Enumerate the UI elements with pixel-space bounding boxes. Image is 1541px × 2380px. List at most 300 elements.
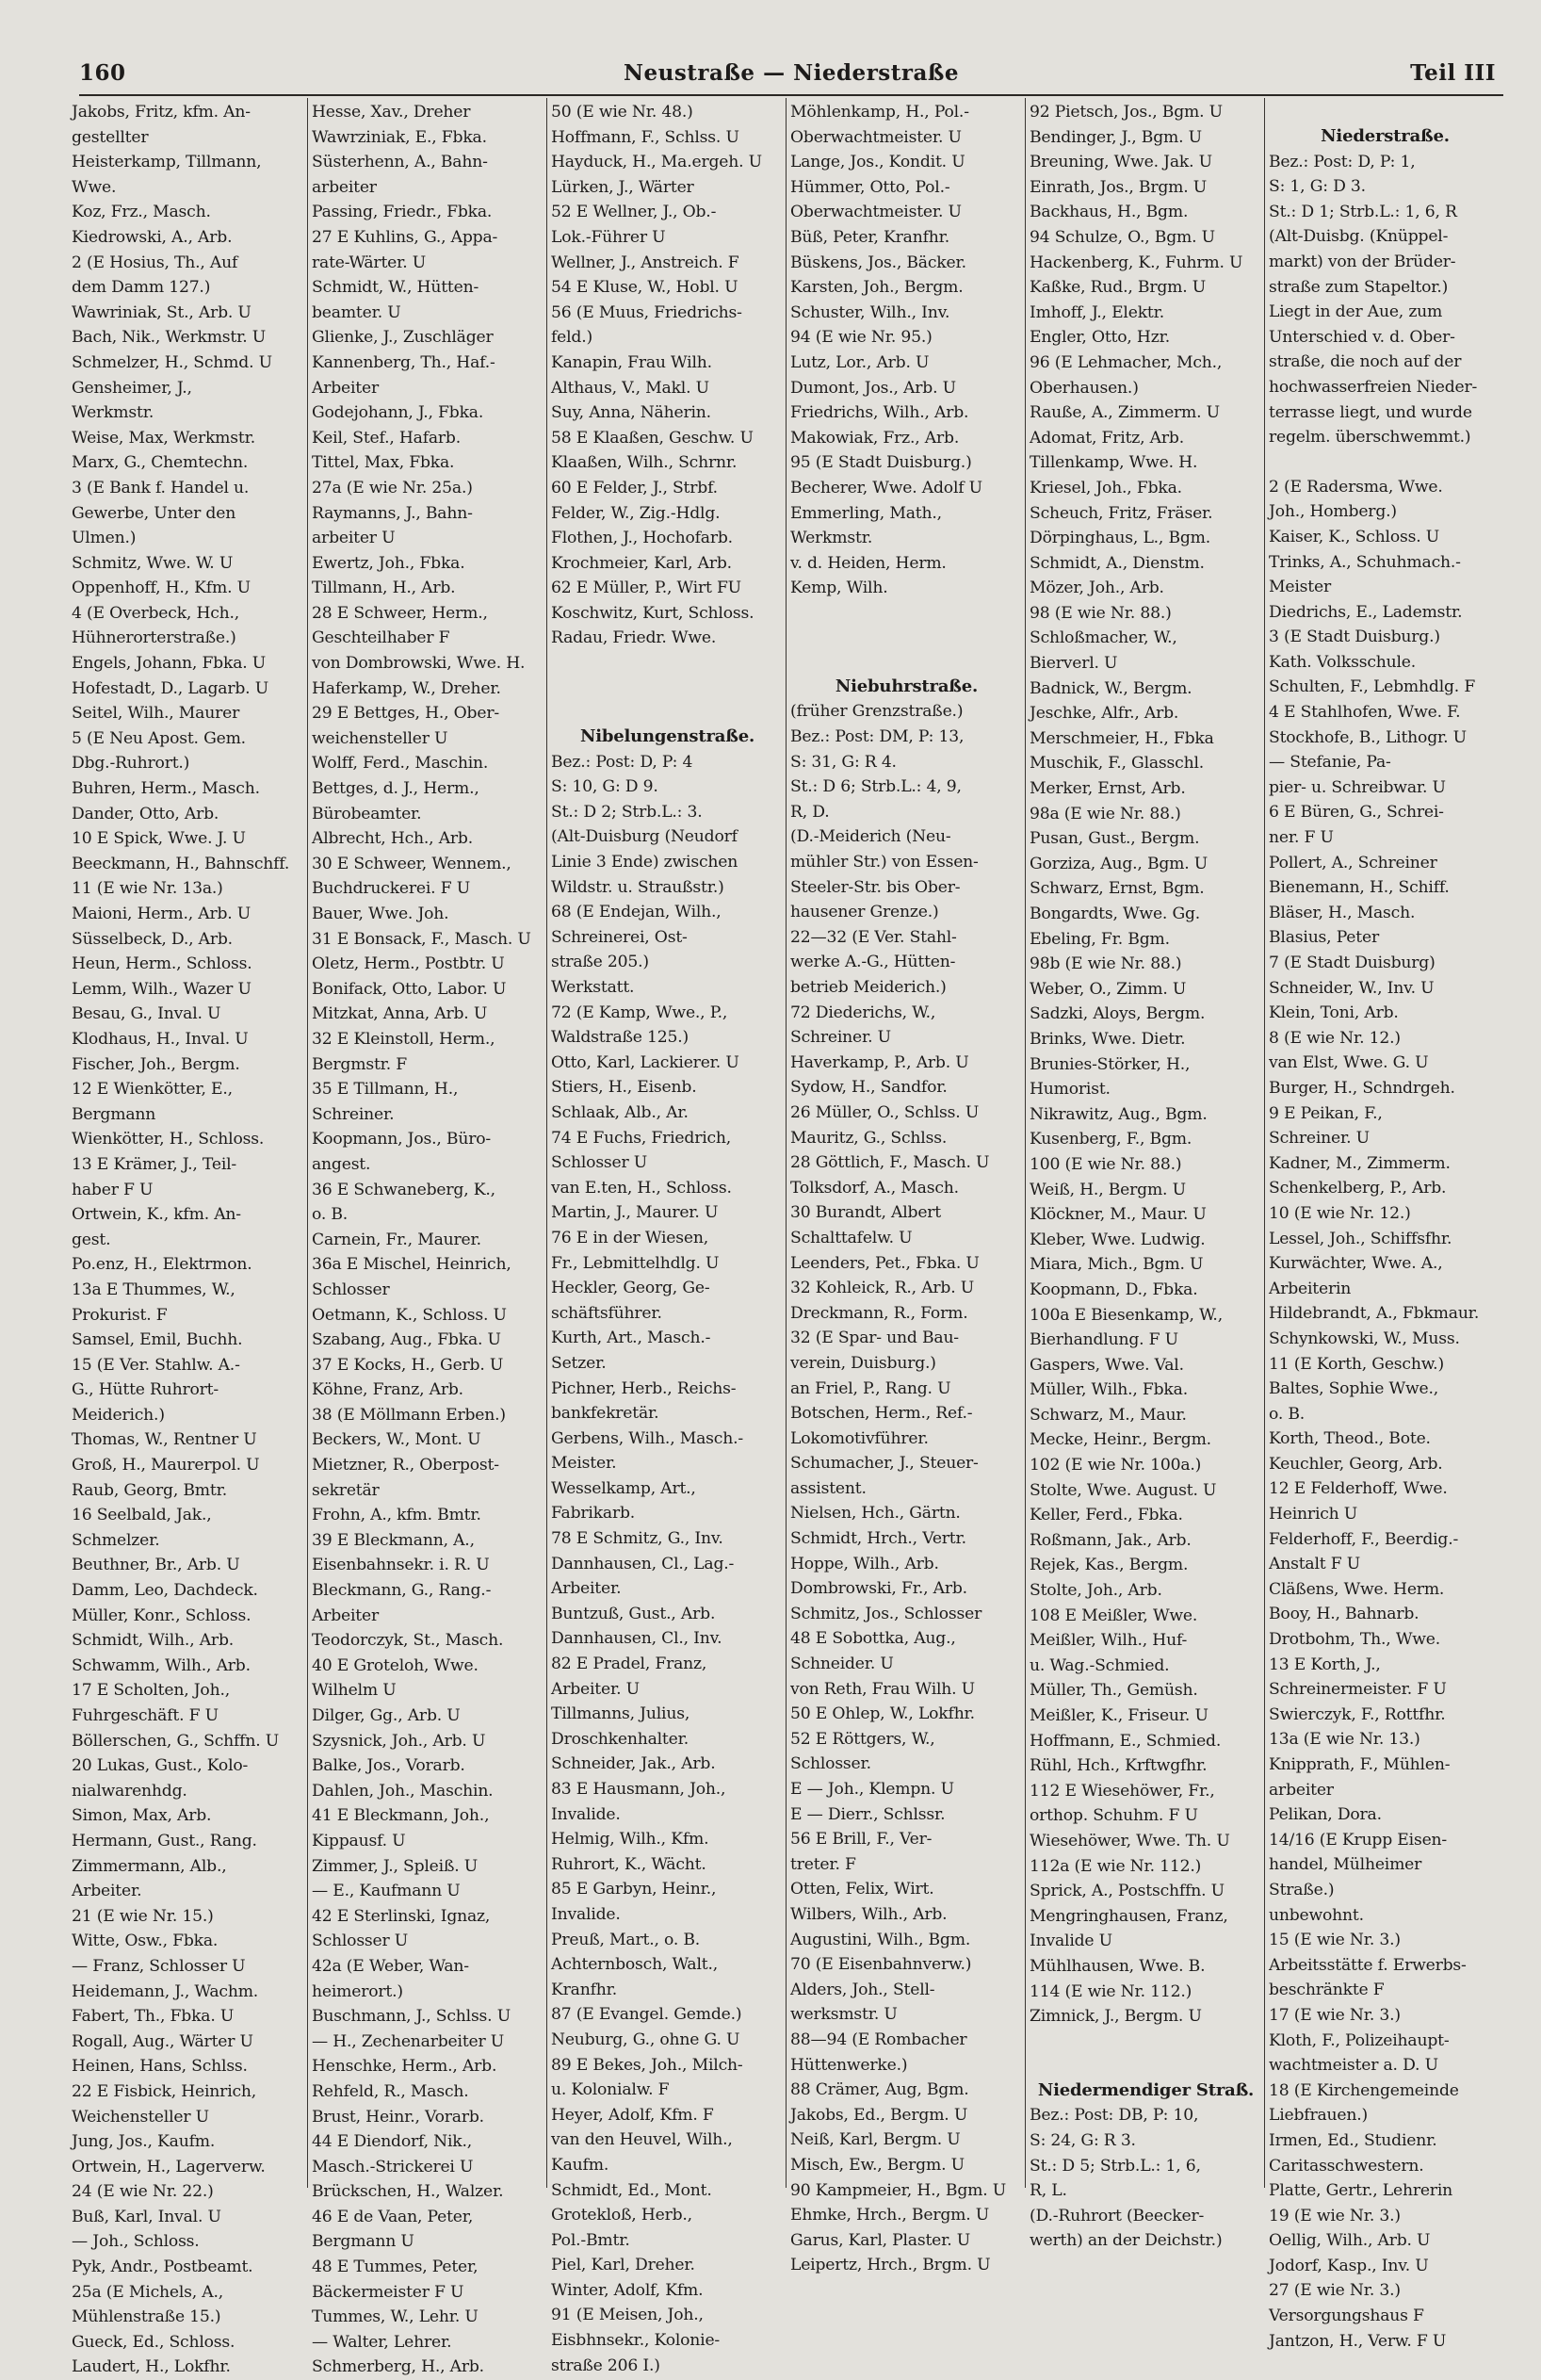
- directory-entry: Rühl, Hch., Krftwgfhr.: [1030, 1756, 1208, 1776]
- directory-entry: gest.: [72, 1230, 111, 1249]
- directory-entry: Dilger, Gg., Arb. U: [312, 1706, 461, 1725]
- directory-entry: Buschmann, J., Schlss. U: [312, 2007, 511, 2027]
- directory-entry: Irmen, Ed., Studienr.: [1269, 2130, 1437, 2150]
- directory-entry: Caritasschwestern.: [1269, 2156, 1424, 2176]
- directory-entry: 85 E Garbyn, Heinr.,: [551, 1880, 717, 1899]
- directory-entry: R, D.: [790, 802, 830, 822]
- directory-columns: [68, 98, 1503, 2377]
- directory-entry: Jakobs, Ed., Bergm. U: [790, 2105, 968, 2125]
- directory-entry: Miara, Mich., Bgm. U: [1030, 1255, 1204, 1275]
- directory-entry: Weise, Max, Werkmstr.: [72, 428, 255, 448]
- directory-entry: Mühlhausen, Wwe. B.: [1030, 1956, 1206, 1976]
- directory-entry: Heckler, Georg, Ge-: [551, 1279, 710, 1298]
- directory-entry: Kaufm.: [551, 2155, 609, 2175]
- directory-entry: Augustini, Wilh., Bgm.: [790, 1930, 971, 1949]
- directory-entry: 72 Diederichs, W.,: [790, 1003, 936, 1022]
- directory-entry: Albrecht, Hch., Arb.: [312, 829, 473, 849]
- directory-entry: 108 E Meißler, Wwe.: [1030, 1606, 1198, 1625]
- directory-entry: Schwarz, M., Maur.: [1030, 1405, 1187, 1425]
- directory-entry: Bläser, H., Masch.: [1269, 903, 1416, 922]
- directory-entry: 42a (E Weber, Wan-: [312, 1956, 469, 1976]
- directory-entry: Thomas, W., Rentner U: [72, 1430, 257, 1450]
- directory-entry: Bergmstr. F: [312, 1054, 408, 1074]
- directory-entry: Meister.: [551, 1454, 617, 1474]
- directory-entry: Kanapin, Frau Wilh.: [551, 352, 712, 372]
- directory-entry: Klaaßen, Wilh., Schrnr.: [551, 453, 738, 473]
- directory-entry: Oberwachtmeister. U: [790, 203, 962, 222]
- directory-entry: Schreiner. U: [790, 1028, 891, 1048]
- directory-entry: 18 (E Kirchengemeinde: [1269, 2080, 1459, 2100]
- directory-entry: Oetmann, K., Schloss. U: [312, 1305, 507, 1325]
- directory-entry: hausener Grenze.): [790, 903, 939, 922]
- page-header: [79, 57, 1503, 96]
- directory-entry: Wwe.: [72, 177, 117, 197]
- directory-entry: Heinen, Hans, Schlss.: [72, 2057, 248, 2077]
- directory-entry: 11 (E Korth, Geschw.): [1269, 1354, 1444, 1374]
- directory-entry: Wilbers, Wilh., Arb.: [790, 1904, 948, 1924]
- directory-entry: Adomat, Fritz, Arb.: [1030, 428, 1184, 448]
- directory-entry: 76 E in der Wiesen,: [551, 1228, 708, 1247]
- directory-entry: o. B.: [1269, 1404, 1306, 1424]
- directory-entry: van den Heuvel, Wilh.,: [551, 2130, 733, 2150]
- directory-entry: Teodorczyk, St., Masch.: [312, 1631, 504, 1651]
- directory-entry: 15 (E Ver. Stahlw. A.-: [72, 1355, 240, 1375]
- directory-entry: arbeiter: [312, 177, 377, 197]
- directory-entry: Schloßmacher, W.,: [1030, 628, 1177, 648]
- directory-entry: Bierhandlung. F U: [1030, 1330, 1178, 1350]
- directory-entry: 15 (E wie Nr. 3.): [1269, 1931, 1401, 1950]
- directory-entry: Kiedrowski, A., Arb.: [72, 227, 233, 247]
- directory-entry: terrasse liegt, und wurde: [1269, 402, 1472, 422]
- directory-entry: 41 E Bleckmann, Joh.,: [312, 1806, 490, 1826]
- directory-entry: Eisenbahnsekr. i. R. U: [312, 1556, 490, 1575]
- directory-entry: Kath. Volksschule.: [1269, 652, 1417, 672]
- directory-entry: 27 (E wie Nr. 3.): [1269, 2281, 1401, 2301]
- directory-entry: 37 E Kocks, H., Gerb. U: [312, 1355, 504, 1375]
- directory-entry: 21 (E wie Nr. 15.): [72, 1906, 214, 1926]
- directory-entry: Schmidt, Hrch., Vertr.: [790, 1529, 966, 1549]
- directory-entry: Oberhausen.): [1030, 378, 1139, 398]
- directory-entry: Süsselbeck, D., Arb.: [72, 929, 233, 949]
- directory-entry: Sprick, A., Postschffn. U: [1030, 1882, 1225, 1901]
- directory-entry: E — Joh., Klempn. U: [790, 1780, 954, 1799]
- directory-entry: feld.): [551, 328, 593, 348]
- directory-entry: Schmidt, Wilh., Arb.: [72, 1631, 235, 1651]
- directory-entry: Fabrikarb.: [551, 1504, 636, 1524]
- directory-entry: Jung, Jos., Kaufm.: [72, 2132, 216, 2152]
- directory-entry: Mühlenstraße 15.): [72, 2307, 221, 2327]
- directory-entry: 4 E Stahlhofen, Wwe. F.: [1269, 703, 1461, 723]
- directory-entry: Dombrowski, Fr., Arb.: [790, 1579, 967, 1599]
- directory-entry: Suy, Anna, Näherin.: [551, 403, 711, 423]
- directory-entry: Ortwein, H., Lagerverw.: [72, 2157, 266, 2176]
- directory-entry: 6 E Büren, G., Schrei-: [1269, 803, 1444, 823]
- directory-entry: Anstalt F U: [1269, 1555, 1360, 1574]
- spacer: [551, 676, 784, 700]
- directory-entry: pier- u. Schreibwar. U: [1269, 777, 1446, 797]
- directory-entry: 68 (E Endejan, Wilh.,: [551, 903, 722, 922]
- directory-entry: Pichner, Herb., Reichs-: [551, 1378, 737, 1398]
- directory-entry: Kranfhr.: [551, 1980, 617, 1999]
- directory-entry: Brinks, Wwe. Dietr.: [1030, 1029, 1186, 1049]
- directory-entry: Bez.: Post: D, P: 4: [551, 752, 693, 772]
- directory-entry: 48 E Tummes, Peter,: [312, 2258, 479, 2277]
- directory-entry: Garus, Karl, Plaster. U: [790, 2230, 971, 2250]
- directory-entry: Brust, Heinr., Vorarb.: [312, 2107, 484, 2127]
- directory-entry: Arbeiter: [312, 1606, 379, 1625]
- directory-entry: 27 E Kuhlins, G., Appa-: [312, 227, 498, 247]
- directory-entry: mühler Str.) von Essen-: [790, 853, 979, 872]
- directory-entry: Flothen, J., Hochofarb.: [551, 529, 733, 548]
- directory-entry: Zimmermann, Alb.,: [72, 1856, 227, 1876]
- directory-entry: Rehfeld, R., Masch.: [312, 2081, 469, 2101]
- directory-entry: u. Kolonialw. F: [551, 2080, 670, 2100]
- directory-entry: Haferkamp, W., Dreher.: [312, 678, 501, 698]
- directory-entry: Weichensteller U: [72, 2107, 209, 2127]
- directory-entry: Invalide.: [551, 1804, 621, 1824]
- directory-entry: Lokomotivführer.: [790, 1428, 929, 1448]
- directory-entry: Hofestadt, D., Lagarb. U: [72, 678, 268, 698]
- directory-entry: 94 (E wie Nr. 95.): [790, 328, 933, 348]
- directory-entry: Schlosser: [312, 1280, 390, 1299]
- directory-entry: betrieb Meiderich.): [790, 978, 947, 997]
- directory-entry: Büß, Peter, Kranfhr.: [790, 227, 949, 247]
- directory-entry: 46 E de Vaan, Peter,: [312, 2207, 474, 2226]
- directory-entry: Wawriniak, St., Arb. U: [72, 302, 251, 322]
- directory-entry: 3 (E Bank f. Handel u.: [72, 478, 250, 497]
- directory-entry: Winter, Adolf, Kfm.: [551, 2280, 704, 2300]
- directory-entry: Engler, Otto, Hzr.: [1030, 328, 1170, 348]
- street-heading: Niedermendiger Straß.: [1037, 2079, 1255, 2100]
- directory-entry: Schmidt, W., Hütten-: [312, 278, 479, 298]
- directory-entry: Schenkelberg, P., Arb.: [1269, 1179, 1447, 1198]
- directory-entry: Seitel, Wilh., Maurer: [72, 704, 240, 724]
- directory-entry: Schulten, F., Lebmhdlg. F: [1269, 677, 1476, 697]
- directory-entry: Backhaus, H., Bgm.: [1030, 203, 1189, 222]
- directory-entry: Pol.-Bmtr.: [551, 2230, 630, 2250]
- directory-entry: Hoppe, Wilh., Arb.: [790, 1554, 939, 1573]
- directory-entry: Weber, O., Zimm. U: [1030, 979, 1187, 999]
- directory-entry: sekretär: [312, 1480, 380, 1500]
- directory-entry: Werkstatt.: [551, 978, 635, 997]
- directory-entry: Schlosser U: [312, 1932, 409, 1951]
- directory-entry: 102 (E wie Nr. 100a.): [1030, 1456, 1202, 1475]
- directory-entry: (Alt-Duisbg. (Knüppel-: [1269, 227, 1449, 247]
- directory-entry: 88—94 (E Rombacher: [790, 2030, 967, 2049]
- directory-entry: Hayduck, H., Ma.ergeh. U: [551, 153, 762, 172]
- directory-entry: Heinrich U: [1269, 1505, 1358, 1524]
- directory-entry: Einrath, Jos., Brgm. U: [1030, 177, 1208, 197]
- directory-entry: Joh., Homberg.): [1269, 502, 1397, 522]
- directory-entry: 13a E Thummes, W.,: [72, 1280, 235, 1299]
- directory-entry: Jeschke, Alfr., Arb.: [1030, 704, 1179, 724]
- directory-entry: Mitzkat, Anna, Arb. U: [312, 1004, 488, 1024]
- directory-entry: 9 E Peikan, F.,: [1269, 1103, 1383, 1123]
- directory-entry: straße 206 I.): [551, 2356, 660, 2375]
- directory-entry: nialwarenhdg.: [72, 1781, 187, 1801]
- directory-entry: straße zum Stapeltor.): [1269, 277, 1449, 297]
- directory-entry: 60 E Felder, J., Strbf.: [551, 478, 718, 497]
- directory-entry: Brunies-Störker, H.,: [1030, 1054, 1191, 1074]
- directory-entry: — Joh., Schloss.: [72, 2232, 200, 2252]
- directory-entry: Swierczyk, F., Rottfhr.: [1269, 1704, 1446, 1724]
- directory-entry: Bach, Nik., Werkmstr. U: [72, 328, 267, 348]
- directory-entry: 112 E Wiesehöwer, Fr.,: [1030, 1781, 1215, 1801]
- directory-entry: Merker, Ernst, Arb.: [1030, 779, 1186, 799]
- directory-entry: orthop. Schuhm. F U: [1030, 1806, 1198, 1826]
- directory-entry: Damm, Leo, Dachdeck.: [72, 1581, 258, 1601]
- directory-entry: Werkmstr.: [790, 529, 873, 548]
- directory-entry: R, L.: [1030, 2181, 1067, 2201]
- directory-entry: regelm. überschwemmt.): [1269, 428, 1471, 448]
- directory-entry: Keil, Stef., Hafarb.: [312, 428, 461, 448]
- directory-entry: 30 Burandt, Albert: [790, 1203, 942, 1223]
- directory-entry: S: 10, G: D 9.: [551, 777, 658, 797]
- directory-entry: Nielsen, Hch., Gärtn.: [790, 1504, 961, 1524]
- directory-entry: — Walter, Lehrer.: [312, 2332, 452, 2352]
- directory-entry: Hüttenwerke.): [790, 2055, 908, 2075]
- directory-entry: Stockhofe, B., Lithogr. U: [1269, 727, 1467, 747]
- directory-entry: 2 (E Radersma, Wwe.: [1269, 477, 1443, 497]
- directory-entry: St.: D 1; Strb.L.: 1, 6, R: [1269, 202, 1457, 221]
- directory-entry: Bez.: Post: DB, P: 10,: [1030, 2106, 1199, 2126]
- directory-entry: werksmstr. U: [790, 2005, 898, 2025]
- directory-entry: 3 (E Stadt Duisburg.): [1269, 628, 1440, 647]
- directory-entry: Fuhrgeschäft. F U: [72, 1706, 219, 1725]
- directory-entry: Leipertz, Hrch., Brgm. U: [790, 2256, 991, 2275]
- directory-entry: Hermann, Gust., Rang.: [72, 1831, 257, 1850]
- directory-entry: Raub, Georg, Bmtr.: [72, 1480, 228, 1500]
- directory-entry: 98a (E wie Nr. 88.): [1030, 804, 1181, 823]
- directory-entry: Hildebrandt, A., Fbkmaur.: [1269, 1304, 1480, 1324]
- directory-entry: Felderhoff, F., Beerdig.-: [1269, 1529, 1459, 1549]
- directory-entry: rate-Wärter. U: [312, 253, 427, 272]
- directory-entry: Pollert, A., Schreiner: [1269, 853, 1437, 872]
- directory-entry: 26 Müller, O., Schlss. U: [790, 1102, 980, 1122]
- directory-entry: — Stefanie, Pa-: [1269, 753, 1391, 773]
- directory-entry: 13 E Korth, J.,: [1269, 1655, 1381, 1674]
- directory-entry: Wellner, J., Anstreich. F: [551, 253, 739, 272]
- directory-entry: Droschkenhalter.: [551, 1729, 689, 1749]
- directory-entry: Badnick, W., Bergm.: [1030, 678, 1192, 698]
- directory-entry: arbeiter: [1269, 1780, 1334, 1800]
- directory-entry: Gerbens, Wilh., Masch.-: [551, 1428, 743, 1448]
- directory-entry: Straße.): [1269, 1880, 1335, 1899]
- directory-entry: 48 E Sobottka, Aug.,: [790, 1629, 956, 1649]
- directory-entry: Diedrichs, E., Lademstr.: [1269, 602, 1463, 622]
- directory-entry: beschränkte F: [1269, 1981, 1385, 2000]
- column-4: [786, 98, 1025, 2275]
- directory-entry: van Elst, Wwe. G. U: [1269, 1053, 1429, 1073]
- directory-entry: Bierverl. U: [1030, 654, 1118, 674]
- directory-entry: Pyk, Andr., Postbeamt.: [72, 2258, 253, 2277]
- directory-entry: 95 (E Stadt Duisburg.): [790, 453, 972, 473]
- directory-entry: Trinks, A., Schuhmach.-: [1269, 552, 1461, 572]
- directory-entry: ner. F U: [1269, 828, 1334, 848]
- directory-entry: Preuß, Mart., o. B.: [551, 1930, 701, 1949]
- directory-entry: 94 Schulze, O., Bgm. U: [1030, 227, 1215, 247]
- directory-entry: Bleckmann, G., Rang.-: [312, 1581, 492, 1601]
- directory-entry: Schwamm, Wilh., Arb.: [72, 1655, 251, 1675]
- directory-entry: Zimmer, J., Spleiß. U: [312, 1856, 479, 1876]
- directory-entry: 52 E Wellner, J., Ob.-: [551, 203, 717, 222]
- directory-entry: Cläßens, Wwe. Herm.: [1269, 1579, 1445, 1599]
- directory-entry: Balke, Jos., Vorarb.: [312, 1756, 465, 1776]
- directory-entry: o. B.: [312, 1205, 349, 1225]
- directory-entry: 98b (E wie Nr. 88.): [1030, 954, 1182, 974]
- directory-entry: Neiß, Karl, Bergm. U: [790, 2130, 961, 2150]
- directory-entry: (D.-Ruhrort (Beecker-: [1030, 2206, 1205, 2225]
- directory-entry: Hesse, Xav., Dreher: [312, 103, 471, 122]
- directory-entry: Schmerberg, H., Arb.: [312, 2357, 484, 2377]
- directory-entry: Emmerling, Math.,: [790, 503, 942, 523]
- directory-entry: Marx, G., Chemtechn.: [72, 453, 249, 473]
- directory-entry: G., Hütte Ruhrort-: [72, 1380, 219, 1400]
- directory-entry: Knipprath, F., Mühlen-: [1269, 1755, 1451, 1774]
- directory-entry: 11 (E wie Nr. 13a.): [72, 879, 223, 899]
- directory-entry: Schmidt, A., Dienstm.: [1030, 553, 1205, 573]
- directory-entry: Kloth, F., Polizeihaupt-: [1269, 2030, 1450, 2050]
- directory-entry: 4 (E Overbeck, Hch.,: [72, 603, 240, 623]
- directory-entry: Rogall, Aug., Wärter U: [72, 2031, 253, 2051]
- directory-entry: Oletz, Herm., Postbtr. U: [312, 954, 505, 974]
- directory-entry: Versorgungshaus F: [1269, 2307, 1424, 2326]
- directory-entry: u. Wag.-Schmied.: [1030, 1655, 1170, 1675]
- directory-entry: Po.enz, H., Elektrmon.: [72, 1255, 252, 1275]
- directory-entry: gestellter: [72, 127, 149, 147]
- directory-entry: E — Dierr., Schlssr.: [790, 1804, 946, 1824]
- directory-entry: 13 E Krämer, J., Teil-: [72, 1154, 237, 1174]
- directory-entry: Witte, Osw., Fbka.: [72, 1932, 219, 1951]
- directory-entry: Lemm, Wilh., Wazer U: [72, 979, 251, 999]
- directory-entry: Wilhelm U: [312, 1681, 397, 1701]
- directory-entry: Drotbohm, Th., Wwe.: [1269, 1630, 1441, 1650]
- directory-entry: Schlaak, Alb., Ar.: [551, 1102, 689, 1122]
- spacer: [1030, 2030, 1262, 2054]
- directory-entry: 70 (E Eisenbahnverw.): [790, 1955, 972, 1975]
- directory-entry: Setzer.: [551, 1353, 607, 1373]
- directory-entry: Dannhausen, Cl., Inv.: [551, 1629, 722, 1649]
- directory-entry: Schreiner. U: [1269, 1129, 1370, 1149]
- directory-entry: 17 E Scholten, Joh.,: [72, 1681, 230, 1701]
- directory-entry: Mözer, Joh., Arb.: [1030, 579, 1164, 598]
- directory-entry: Oppenhoff, H., Kfm. U: [72, 579, 251, 598]
- directory-entry: straße, die noch auf der: [1269, 352, 1462, 372]
- directory-entry: Otto, Karl, Lackierer. U: [551, 1052, 739, 1072]
- directory-entry: Beuthner, Br., Arb. U: [72, 1556, 240, 1575]
- directory-entry: Arbeiter.: [551, 1579, 622, 1599]
- directory-entry: dem Damm 127.): [72, 278, 211, 298]
- directory-entry: straße 205.): [551, 953, 649, 972]
- directory-entry: Werkmstr.: [72, 403, 154, 423]
- directory-entry: 54 E Kluse, W., Hobl. U: [551, 278, 738, 298]
- directory-entry: Stiers, H., Eisenb.: [551, 1078, 697, 1098]
- directory-entry: Unterschied v. d. Ober-: [1269, 327, 1455, 347]
- directory-entry: Schynkowski, W., Muss.: [1269, 1329, 1460, 1348]
- directory-entry: Bez.: Post: D, P: 1,: [1269, 152, 1416, 171]
- directory-entry: Waldstraße 125.): [551, 1028, 689, 1048]
- column-6: [1264, 98, 1503, 2351]
- directory-entry: Dumont, Jos., Arb. U: [790, 378, 956, 398]
- directory-entry: Schalttafelw. U: [790, 1228, 913, 1247]
- directory-entry: Invalide.: [551, 1904, 621, 1924]
- directory-entry: Liegt in der Aue, zum: [1269, 302, 1443, 322]
- directory-entry: Glienke, J., Zuschläger: [312, 328, 494, 348]
- directory-entry: Dbg.-Ruhrort.): [72, 754, 190, 774]
- directory-entry: v. d. Heiden, Herm.: [790, 553, 947, 573]
- directory-entry: 17 (E wie Nr. 3.): [1269, 2005, 1401, 2025]
- spacer: [551, 651, 784, 676]
- directory-entry: Bongardts, Wwe. Gg.: [1030, 905, 1201, 923]
- directory-entry: Möhlenkamp, H., Pol.-: [790, 103, 969, 122]
- directory-entry: Botschen, Herm., Ref.-: [790, 1404, 973, 1424]
- directory-entry: — E., Kaufmann U: [312, 1882, 461, 1901]
- directory-entry: Stolte, Joh., Arb.: [1030, 1581, 1162, 1601]
- directory-entry: Geschteilhaber F: [312, 628, 450, 648]
- directory-entry: Lürken, J., Wärter: [551, 177, 694, 197]
- directory-entry: Neuburg, G., ohne G. U: [551, 2030, 740, 2049]
- directory-entry: Leenders, Pet., Fbka. U: [790, 1253, 980, 1273]
- directory-entry: 32 E Kleinstoll, Herm.,: [312, 1029, 495, 1049]
- directory-entry: Dander, Otto, Arb.: [72, 804, 219, 823]
- directory-entry: Eisbhnsekr., Kolonie-: [551, 2331, 721, 2351]
- directory-entry: Weiß, H., Bergm. U: [1030, 1180, 1186, 1199]
- directory-entry: (D.-Meiderich (Neu-: [790, 827, 951, 847]
- directory-entry: Carnein, Fr., Maurer.: [312, 1230, 481, 1249]
- directory-entry: (Alt-Duisburg (Neudorf: [551, 827, 738, 847]
- directory-entry: Fr., Lebmittelhdlg. U: [551, 1253, 720, 1273]
- directory-entry: Samsel, Emil, Buchh.: [72, 1330, 243, 1350]
- directory-entry: Becherer, Wwe. Adolf U: [790, 478, 982, 497]
- directory-entry: Muschik, F., Glasschl.: [1030, 754, 1205, 774]
- directory-entry: 98 (E wie Nr. 88.): [1030, 603, 1172, 623]
- directory-entry: 90 Kampmeier, H., Bgm. U: [790, 2180, 1007, 2200]
- directory-entry: S: 24, G: R 3.: [1030, 2130, 1136, 2150]
- directory-entry: Koopmann, D., Fbka.: [1030, 1280, 1198, 1299]
- directory-entry: Müller, Wilh., Fbka.: [1030, 1380, 1188, 1400]
- directory-entry: 35 E Tillmann, H.,: [312, 1080, 459, 1100]
- directory-entry: 100 (E wie Nr. 88.): [1030, 1154, 1182, 1174]
- directory-entry: Arbeitsstätte f. Erwerbs-: [1269, 1955, 1467, 1975]
- directory-entry: Humorist.: [1030, 1080, 1111, 1100]
- directory-entry: Beeckmann, H., Bahnschff.: [72, 854, 290, 873]
- directory-entry: 38 (E Möllmann Erben.): [312, 1405, 506, 1425]
- directory-entry: 8 (E wie Nr. 12.): [1269, 1028, 1401, 1048]
- directory-entry: Liebfrauen.): [1269, 2106, 1368, 2126]
- street-heading: Niederstraße.: [1321, 126, 1450, 146]
- directory-entry: 22 E Fisbick, Heinrich,: [72, 2081, 257, 2101]
- directory-entry: 82 E Pradel, Franz,: [551, 1655, 707, 1674]
- directory-entry: Kaßke, Rud., Brgm. U: [1030, 278, 1207, 298]
- directory-entry: Hackenberg, K., Fuhrm. U: [1030, 253, 1243, 272]
- directory-entry: Brückschen, H., Walzer.: [312, 2182, 504, 2202]
- directory-entry: Schneider, W., Inv. U: [1269, 978, 1435, 998]
- directory-entry: Sydow, H., Sandfor.: [790, 1078, 948, 1098]
- directory-entry: Tummes, W., Lehr. U: [312, 2307, 479, 2327]
- directory-entry: Süsterhenn, A., Bahn-: [312, 153, 488, 172]
- directory-entry: Bürobeamter.: [312, 804, 422, 823]
- directory-entry: Hühnerorterstraße.): [72, 628, 236, 648]
- directory-entry: Meißler, Wilh., Huf-: [1030, 1631, 1188, 1651]
- directory-entry: Bienemann, H., Schiff.: [1269, 878, 1450, 898]
- directory-entry: Bez.: Post: DM, P: 13,: [790, 727, 965, 747]
- directory-entry: Jakobs, Fritz, kfm. An-: [72, 103, 251, 122]
- directory-entry: Büskens, Jos., Bäcker.: [790, 253, 966, 272]
- directory-entry: 44 E Diendorf, Nik.,: [312, 2132, 472, 2152]
- directory-entry: Klodhaus, H., Inval. U: [72, 1029, 249, 1049]
- directory-entry: Klein, Toni, Arb.: [1269, 1003, 1399, 1023]
- directory-entry: Bendinger, J., Bgm. U: [1030, 127, 1202, 147]
